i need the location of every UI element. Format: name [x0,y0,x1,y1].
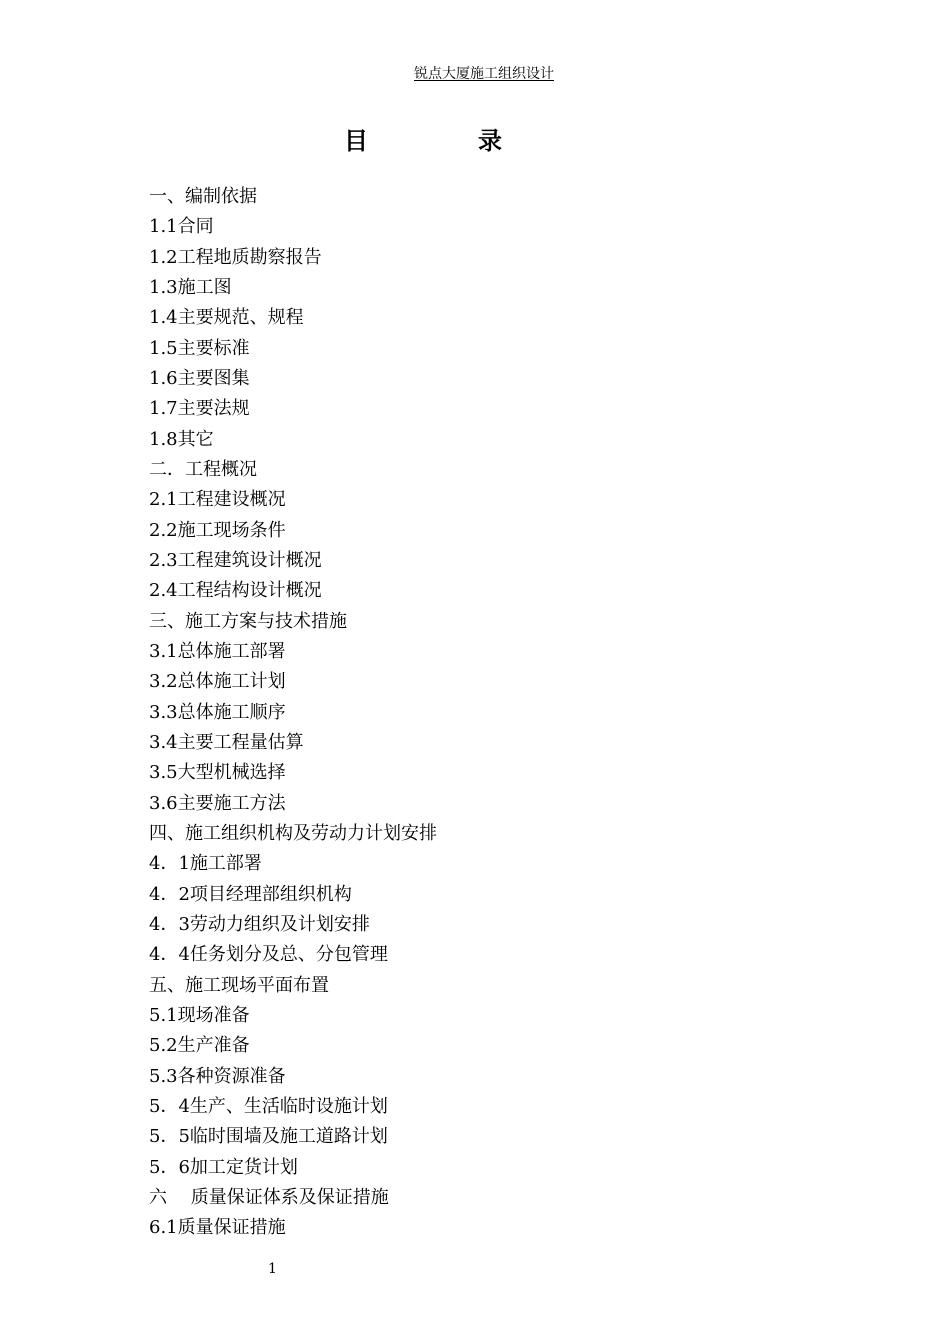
toc-entry[interactable]: 1.4主要规范、规程 [149,307,304,329]
toc-entry[interactable]: 4．1施工部署 [149,853,262,875]
toc-entry[interactable]: 二．工程概况 [149,458,257,480]
toc-entry[interactable]: 5.1现场准备 [149,1004,250,1026]
toc-entry[interactable]: 一、编制依据 [149,186,257,207]
toc-entry[interactable]: 1.8其它 [149,428,214,450]
toc-entry[interactable]: 3.3总体施工顺序 [149,701,286,723]
toc-title-char-1: 目 [344,126,368,155]
toc-entry[interactable]: 2.4工程结构设计概况 [149,580,322,602]
toc-entry[interactable]: 四、施工组织机构及劳动力计划安排 [149,822,437,844]
running-header: 锐点大厦施工组织设计 [414,66,554,82]
toc-entry[interactable]: 六 质量保证体系及保证措施 [149,1186,389,1208]
page-number: 1 [268,1261,277,1277]
toc-entry[interactable]: 5.3各种资源准备 [149,1065,286,1087]
toc-title-char-2: 录 [478,126,502,155]
toc-entry[interactable]: 4．2项目经理部组织机构 [149,883,352,905]
toc-entry[interactable]: 5.2生产准备 [149,1035,250,1057]
toc-entry[interactable]: 1.2工程地质勘察报告 [149,246,322,268]
toc-entry[interactable]: 1.7主要法规 [149,398,250,420]
toc-entry[interactable]: 5．6加工定货计划 [149,1156,298,1178]
toc-entry[interactable]: 2.3工程建筑设计概况 [149,549,322,571]
toc-entry[interactable]: 三、施工方案与技术措施 [149,610,347,632]
toc-entry[interactable]: 1.5主要标准 [149,337,250,359]
toc-title [0,121,950,153]
toc-entry[interactable]: 2.1工程建设概况 [149,489,286,511]
toc-entry[interactable]: 3.4主要工程量估算 [149,731,304,753]
toc-entry[interactable]: 五、施工现场平面布置 [149,974,329,996]
toc-entry[interactable]: 5．4生产、生活临时设施计划 [149,1095,388,1117]
toc-entry[interactable]: 3.6主要施工方法 [149,792,286,814]
toc-entry[interactable]: 1.6主要图集 [149,367,250,389]
toc-entry[interactable]: 3.2总体施工计划 [149,671,286,693]
toc-entry[interactable]: 3.5大型机械选择 [149,762,286,784]
toc-entry[interactable]: 4．3劳动力组织及计划安排 [149,913,370,935]
toc-entry[interactable]: 1.1合同 [149,216,214,238]
toc-entry[interactable]: 5．5临时围墙及施工道路计划 [149,1126,388,1148]
toc-entry[interactable]: 4．4任务划分及总、分包管理 [149,944,388,966]
toc-entry[interactable]: 6.1质量保证措施 [149,1217,286,1239]
toc-entry[interactable]: 1.3施工图 [149,276,232,298]
toc-entry[interactable]: 2.2施工现场条件 [149,519,286,541]
toc-list [149,182,437,1243]
toc-entry[interactable]: 3.1总体施工部署 [149,640,286,662]
